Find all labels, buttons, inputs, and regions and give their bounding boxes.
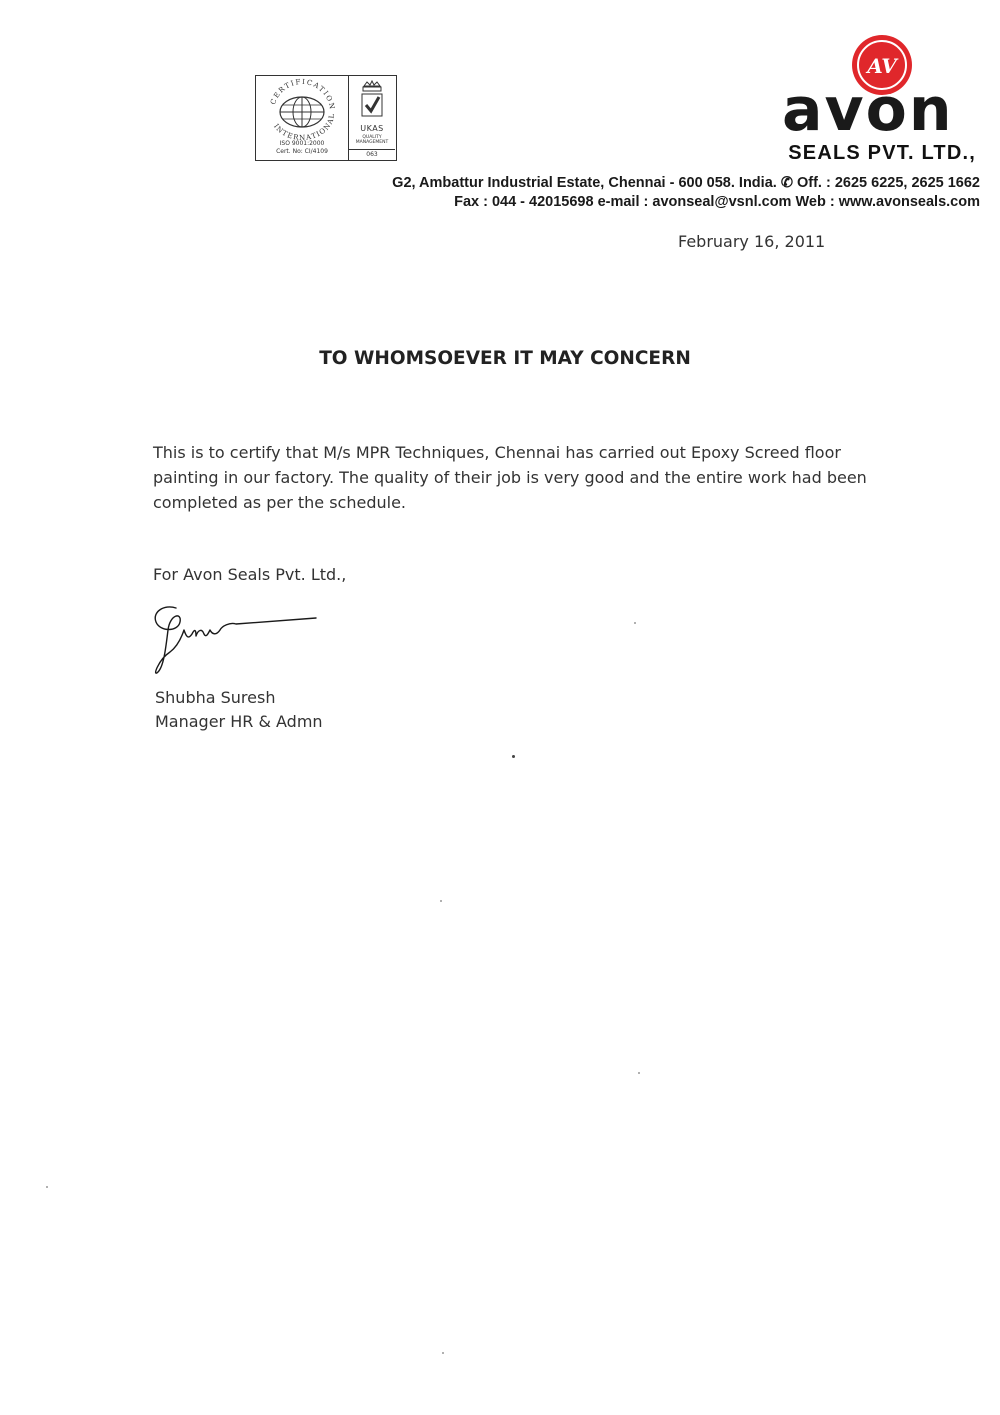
ukas-label: UKAS bbox=[360, 124, 384, 133]
certificate-number: Cert. No: CI/4109 bbox=[276, 148, 328, 155]
svg-text:INTERNATIONAL: INTERNATIONAL bbox=[271, 112, 337, 140]
certification-international-mark bbox=[256, 76, 348, 160]
handwritten-signature bbox=[150, 600, 320, 684]
ukas-mark bbox=[348, 76, 396, 160]
iso-standard: ISO 9001:2000 bbox=[279, 140, 325, 147]
signatory-title: Manager HR & Admn bbox=[155, 712, 323, 731]
crown-check-icon bbox=[349, 78, 395, 124]
address-line-1: G2, Ambattur Industrial Estate, Chennai - 600 058. India. ✆ Off. : 2625 6225, 2625 1662 bbox=[392, 175, 980, 191]
brand-name: avon bbox=[782, 75, 954, 145]
letter-date: February 16, 2011 bbox=[678, 232, 826, 251]
globe-icon bbox=[256, 76, 348, 140]
scan-speck bbox=[442, 1352, 444, 1354]
letter-body: This is to certify that M/s MPR Techniques, Chennai has carried out Epoxy Screed floor painting in our factory. The quality of their job is very good and the entire work had been completed as per the schedule. bbox=[153, 443, 867, 512]
certification-box bbox=[255, 75, 397, 161]
svg-text:CERTIFICATION: CERTIFICATION bbox=[269, 77, 337, 112]
ukas-sub-label: QUALITY MANAGEMENT bbox=[355, 135, 389, 145]
scan-speck bbox=[638, 1072, 640, 1074]
address-line-2: Fax : 044 - 42015698 e-mail : avonseal@vsnl.com Web : www.avonseals.com bbox=[454, 194, 980, 210]
scan-speck bbox=[46, 1186, 48, 1188]
closing-line: For Avon Seals Pvt. Ltd., bbox=[153, 565, 347, 584]
logo-monogram: AV bbox=[867, 54, 897, 78]
scan-speck bbox=[512, 755, 515, 758]
signatory-name: Shubha Suresh bbox=[155, 688, 276, 707]
scan-speck bbox=[440, 900, 442, 902]
scan-speck bbox=[634, 622, 636, 624]
letter-heading: TO WHOMSOEVER IT MAY CONCERN bbox=[319, 348, 691, 369]
company-name: SEALS PVT. LTD., bbox=[788, 142, 976, 164]
ukas-number: 063 bbox=[349, 149, 395, 158]
